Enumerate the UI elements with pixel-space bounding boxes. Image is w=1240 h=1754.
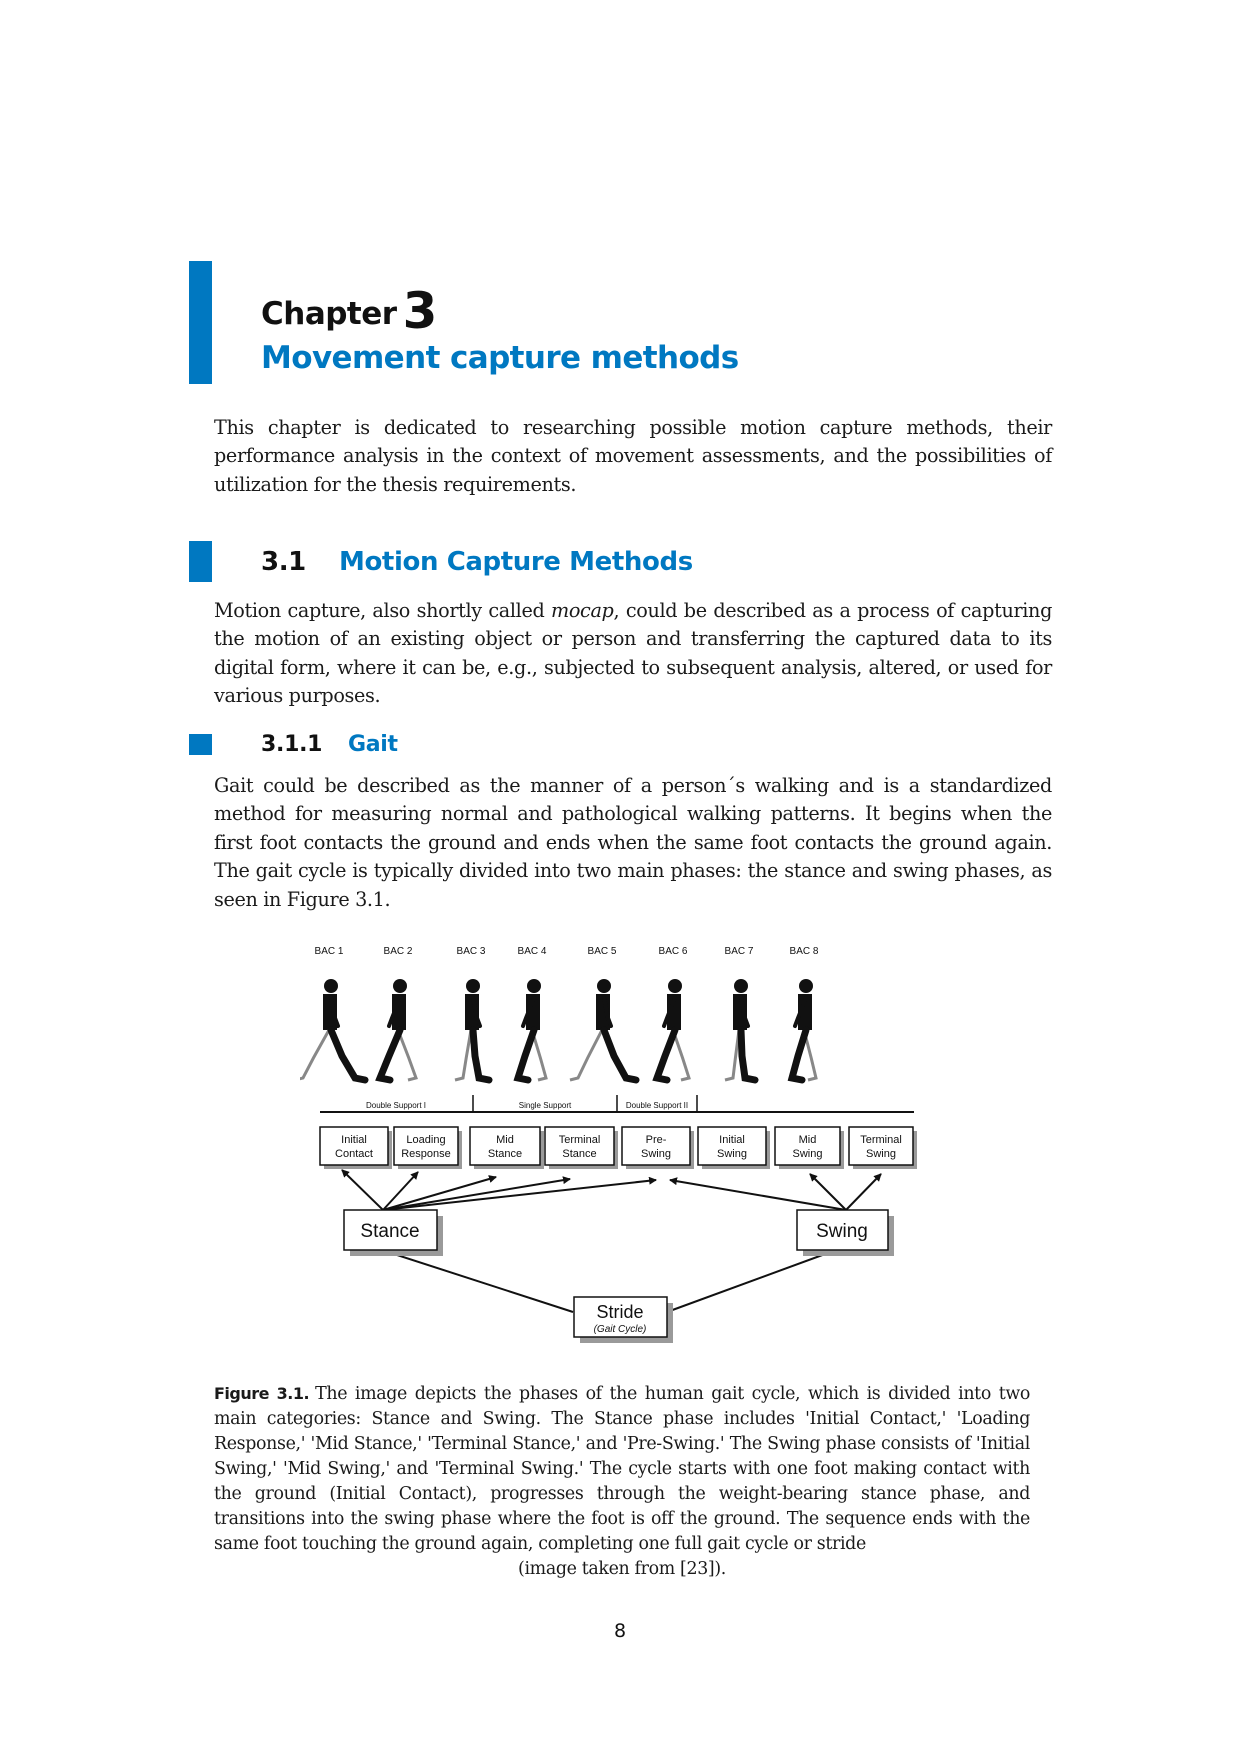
frame-label: BAC 6 — [658, 946, 688, 957]
subsection-title: Gait — [348, 732, 398, 757]
walker-silhouette — [300, 979, 365, 1080]
subsection-number: 3.1.1 — [261, 732, 323, 757]
page-number: 8 — [613, 1620, 627, 1642]
phase-label-line2: Swing — [717, 1148, 747, 1160]
section-number: 3.1 — [261, 547, 306, 577]
emphasis-term: mocap — [551, 599, 614, 622]
gait-paragraph: Gait could be described as the manner of a person´s walking and is a standardized method for measuring normal and pathological walking patterns. It begins when the first foot contacts the ground and ends when the same foot contacts the ground again. The gait cycle is typically divided into two main phases: the stance and swing phases, as seen in Figure 3.1. — [214, 774, 1052, 911]
phase-label-line1: Terminal — [860, 1134, 902, 1146]
phase-label-line2: Contact — [335, 1148, 373, 1160]
support-label-double-2: Double Support II — [625, 1101, 689, 1110]
walker-silhouette — [570, 979, 636, 1080]
phase-label-line1: Mid — [798, 1134, 817, 1146]
stride-box — [574, 1297, 673, 1343]
intro-paragraph: This chapter is dedicated to researching possible motion capture methods, their performance analysis in the context of movement assessments, and the possibilities of utilization for the thesis requirements. — [214, 416, 1052, 496]
paragraph-text: Motion capture, also shortly called — [214, 599, 552, 622]
section-title: Motion Capture Methods — [339, 547, 693, 577]
subsection-accent-bar — [189, 734, 212, 755]
walker-silhouette — [380, 979, 416, 1080]
section-accent-bar — [189, 541, 212, 582]
arrow-swing-terminal-swing — [846, 1174, 881, 1210]
caption-text: The image depicts the phases of the human gait cycle, which is divided into two main categories: Stance and Swing. The Stance phase includes 'Initial Contact,' 'Loading Response,' 'Mid Stance,' 'Terminal Stance,' and 'Pre-Swing.' The Swing phase consists of 'Initial Swing,' 'Mid Swing,' and 'Terminal Swing.' The cycle starts with one foot making contact with the ground (Initial Contact), progresses through the weight-bearing stance phase, and transitions into the swing phase where the foot is off the ground. The sequence ends with the same foot touching the ground again, completing one full gait cycle or stride — [214, 1384, 1030, 1554]
phase-box — [775, 1127, 844, 1169]
frame-label: BAC 4 — [517, 946, 547, 957]
caption-source: (image taken from [23]). — [518, 1559, 726, 1579]
walker-silhouette — [792, 979, 816, 1080]
walker-silhouette — [657, 979, 689, 1080]
chapter-accent-bar — [189, 261, 212, 384]
phase-label-line2: Response — [401, 1148, 451, 1160]
stance-label: Stance — [360, 1221, 420, 1242]
arrow-stance-pre-swing — [383, 1180, 656, 1210]
chapter-title: Movement capture methods — [261, 340, 739, 376]
phase-label-line1: Terminal — [558, 1134, 601, 1146]
walker-silhouette — [518, 979, 546, 1080]
frame-label: BAC 2 — [383, 946, 413, 957]
phase-label-line1: Initial — [341, 1134, 367, 1146]
swing-label: Swing — [816, 1221, 868, 1242]
frame-label: BAC 8 — [789, 946, 819, 957]
phase-label-line2: Swing — [792, 1148, 823, 1160]
stance-box — [344, 1210, 443, 1256]
section-heading — [261, 547, 693, 577]
subsection-heading — [261, 732, 398, 757]
gait-cycle-figure — [300, 930, 940, 1350]
chapter-number: 3 — [402, 282, 437, 340]
chapter-label — [261, 282, 437, 340]
chapter-word: Chapter — [261, 296, 397, 332]
frame-label: BAC 5 — [587, 946, 617, 957]
stride-label: Stride — [596, 1302, 644, 1322]
phase-label-line2: Swing — [641, 1148, 671, 1160]
phase-box — [394, 1127, 462, 1169]
phase-box — [545, 1127, 618, 1169]
swing-box — [797, 1210, 894, 1256]
mocap-paragraph — [214, 597, 1052, 711]
phase-label-line1: Initial — [719, 1134, 745, 1146]
frame-label: BAC 1 — [314, 946, 344, 957]
paragraph-text: , could be described as a process of capturing the motion of an existing object or person and transferring the captured data to its digital form, where it can be, e.g., subjected to subsequent analysis, altered, or used for various purposes. — [214, 599, 1052, 708]
figure-caption — [214, 1381, 1030, 1582]
phase-box — [622, 1127, 694, 1169]
phase-label-line2: Stance — [487, 1148, 523, 1160]
frame-label: BAC 7 — [724, 946, 754, 957]
frame-label: BAC 3 — [456, 946, 486, 957]
phase-box — [698, 1127, 770, 1169]
phase-box — [849, 1127, 917, 1169]
phase-label-line2: Swing — [866, 1148, 896, 1160]
arrow-stance-initial-contact — [342, 1170, 383, 1210]
support-label-single: Single Support — [518, 1101, 572, 1110]
stride-sublabel: (Gait Cycle) — [593, 1324, 647, 1335]
gait-cycle-diagram — [300, 930, 940, 1350]
phase-box — [320, 1127, 392, 1169]
walker-silhouette — [455, 979, 489, 1080]
walker-silhouette — [725, 979, 755, 1080]
phase-label-line2: Stance — [562, 1148, 597, 1160]
phase-label-line1: Pre- — [645, 1134, 667, 1146]
caption-label: Figure 3.1. — [214, 1384, 310, 1403]
phase-box — [470, 1127, 544, 1169]
support-label-double-1: Double Support I — [365, 1101, 427, 1110]
phase-label-line1: Loading — [406, 1134, 446, 1146]
phase-label-line1: Mid — [496, 1134, 514, 1146]
